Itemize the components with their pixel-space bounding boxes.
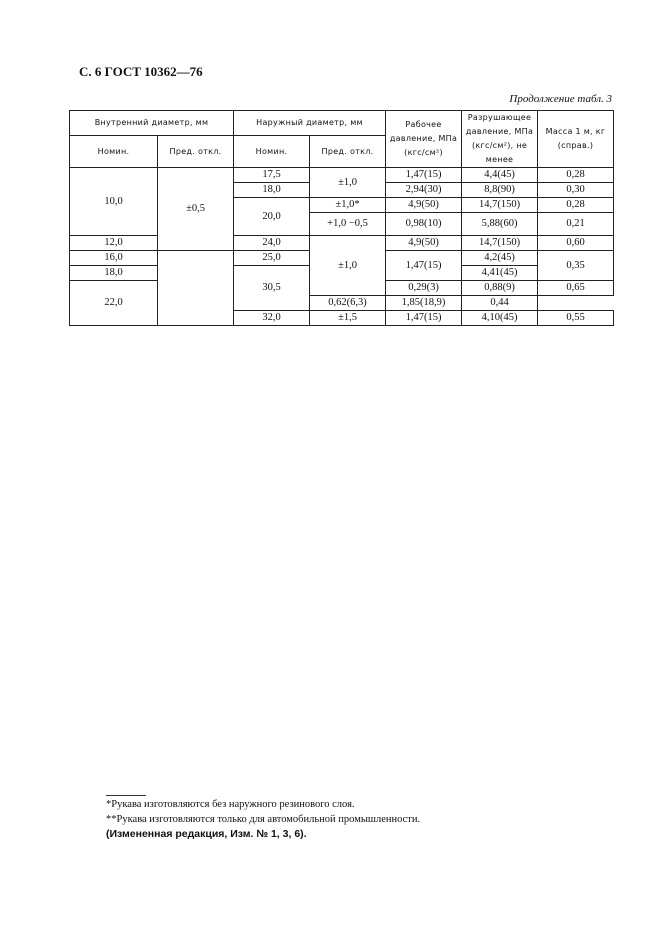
table-cell: 20,0 [234,198,310,236]
table-cell: 0,35 [538,251,614,281]
table-cell: 14,7(150) [462,198,538,213]
table-continuation-label: Продолжение табл. 3 [509,93,612,105]
table-cell: 1,47(15) [386,311,462,326]
table-cell: 0,98(10) [386,213,462,236]
table-cell [158,251,234,326]
table-cell: 0,28 [538,168,614,183]
table-cell: 30,5 [234,266,310,311]
table-cell: 0,21 [538,213,614,236]
working-pressure-header: Рабочее давление, МПа (кгс/см²) [386,111,462,168]
table-cell: 2,94(30) [386,183,462,198]
table-cell: 4,9(50) [386,236,462,251]
table-cell: 1,85(18,9) [386,296,462,311]
table-cell: 0,65 [538,281,614,296]
table-cell: 12,0 [70,236,158,251]
table-cell: 0,88(9) [462,281,538,296]
footnote-2: **Рукава изготовляются только для автомобильной промышленности. [106,814,421,825]
amendment-note: (Измененная редакция, Изм. № 1, 3, 6). [106,828,307,840]
table-cell: 14,7(150) [462,236,538,251]
table-cell: ±1,5 [310,311,386,326]
inner-tolerance-header: Пред. откл. [158,136,234,168]
table-cell: 4,9(50) [386,198,462,213]
table-cell: 0,30 [538,183,614,198]
table-cell: 4,4(45) [462,168,538,183]
table-cell: 22,0 [70,281,158,326]
footnotes [106,797,420,842]
page-header: С. 6 ГОСТ 10362—76 [79,64,203,79]
table-cell: 18,0 [70,266,158,281]
table-cell: 0,60 [538,236,614,251]
table-cell: 16,0 [70,251,158,266]
table-cell: 1,47(15) [386,168,462,183]
table-cell: 0,62(6,3) [310,296,386,311]
table-cell: 0,55 [538,311,614,326]
outer-diameter-header: Наружный диаметр, мм [234,111,386,136]
burst-pressure-header: Разрушающее давление, МПа (кгс/см²), не менее [462,111,538,168]
inner-nominal-header: Номин. [70,136,158,168]
table-cell: 17,5 [234,168,310,183]
outer-nominal-header: Номин. [234,136,310,168]
table-cell: ±0,5 [158,168,234,251]
specs-table [69,110,614,326]
table-cell: ±1,0* [310,198,386,213]
table-cell: 10,0 [70,168,158,236]
table-cell: 8,8(90) [462,183,538,198]
table-row [70,236,614,251]
table-cell: 0,44 [462,296,538,311]
inner-diameter-header: Внутренний диаметр, мм [70,111,234,136]
table-cell: 4,10(45) [462,311,538,326]
table-cell: 24,0 [234,236,310,251]
table-cell: 1,47(15) [386,251,462,281]
table-cell: 18,0 [234,183,310,198]
table-row [70,168,614,183]
table-cell: 25,0 [234,251,310,266]
table-cell: 32,0 [234,311,310,326]
footnote-divider [106,795,146,796]
mass-header: Масса 1 м, кг (справ.) [538,111,614,168]
table-cell: ±1,0 [310,236,386,296]
table-cell: 0,29(3) [386,281,462,296]
table-cell: 5,88(60) [462,213,538,236]
outer-tolerance-header: Пред. откл. [310,136,386,168]
table-cell: 4,41(45) [462,266,538,281]
table-cell: 4,2(45) [462,251,538,266]
table-cell: ±1,0 [310,168,386,198]
footnote-1: *Рукава изготовляются без наружного резинового слоя. [106,799,355,810]
table-cell: +1,0 −0,5 [310,213,386,236]
table-cell: 0,28 [538,198,614,213]
